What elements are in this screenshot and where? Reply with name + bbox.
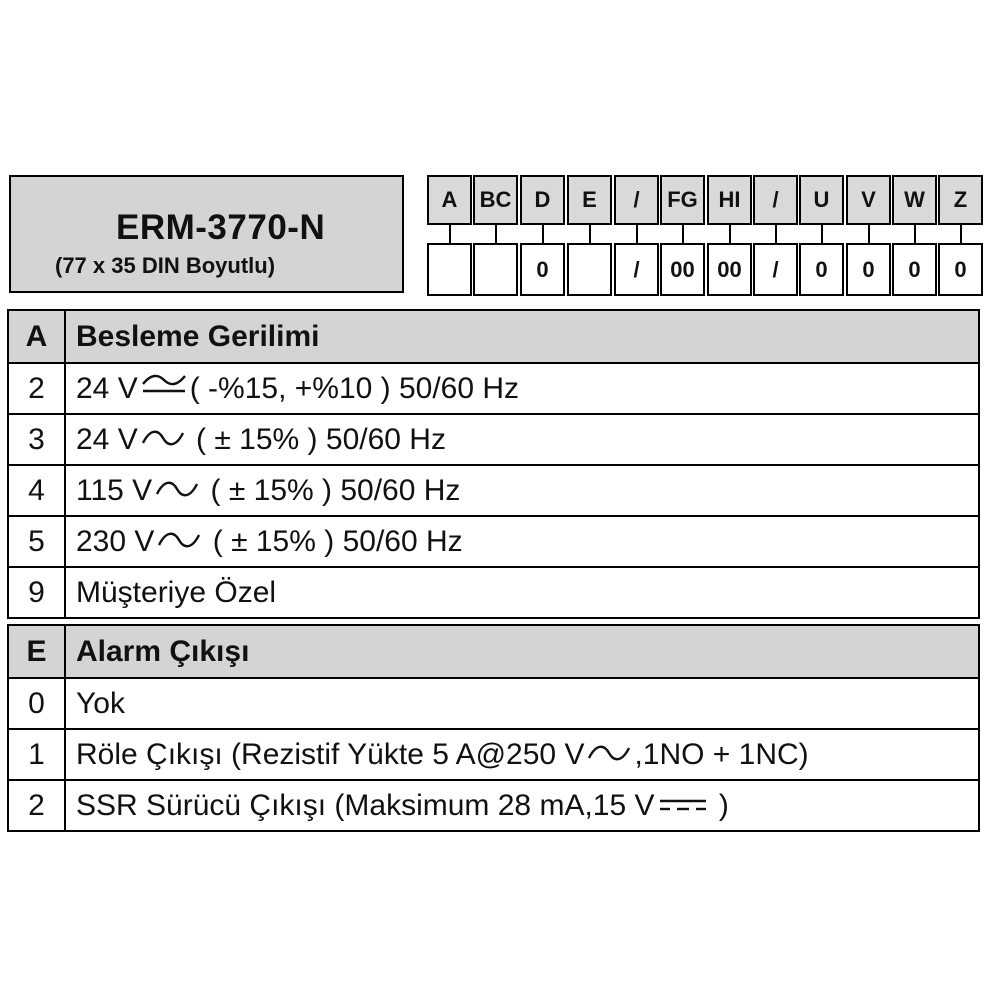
order-code-value <box>427 243 472 296</box>
order-code-connector <box>589 225 591 243</box>
alarm-section-title: Alarm Çıkışı <box>76 634 250 668</box>
alarm-label-prefix: Röle Çıkışı (Rezistif Yükte 5 A@250 V <box>76 737 585 771</box>
order-code-header: D <box>520 175 565 225</box>
supply-row <box>9 515 978 566</box>
order-code-value: 0 <box>892 243 937 296</box>
order-code-value: 00 <box>707 243 752 296</box>
order-code-value: 0 <box>799 243 844 296</box>
alarm-label-prefix: SSR Sürücü Çıkışı (Maksimum 28 mA,15 V <box>76 788 655 822</box>
supply-code: 2 <box>9 364 66 413</box>
order-code-header: / <box>614 175 659 225</box>
supply-description <box>66 364 978 413</box>
supply-label-suffix: ( ± 15% ) 50/60 Hz <box>202 473 461 507</box>
supply-label-suffix: ( ± 15% ) 50/60 Hz <box>204 524 463 558</box>
supply-description <box>66 415 978 464</box>
order-code-connector <box>775 225 777 243</box>
alarm-table-header <box>9 626 978 677</box>
supply-row <box>9 362 978 413</box>
supply-description <box>66 517 978 566</box>
order-code-header: U <box>799 175 844 225</box>
supply-code: 9 <box>9 568 66 617</box>
order-code-value <box>567 243 612 296</box>
supply-label-prefix: 115 V <box>76 473 153 507</box>
order-code-value: 0 <box>520 243 565 296</box>
supply-table-header <box>9 311 978 362</box>
supply-row <box>9 566 978 617</box>
alarm-row <box>9 728 978 779</box>
order-code-connector <box>542 225 544 243</box>
alarm-label-prefix: Yok <box>76 686 125 720</box>
order-code-value <box>473 243 518 296</box>
ac-icon <box>586 738 632 772</box>
supply-code: 5 <box>9 517 66 566</box>
order-code-connector <box>449 225 451 243</box>
supply-row <box>9 413 978 464</box>
alarm-description <box>66 679 978 728</box>
order-code-value: 0 <box>846 243 891 296</box>
alarm-code: 2 <box>9 781 66 830</box>
ac-icon <box>154 474 200 508</box>
alarm-label-suffix: ) <box>710 788 729 822</box>
supply-code: 4 <box>9 466 66 515</box>
order-code-connector <box>868 225 870 243</box>
order-code-connector <box>960 225 962 243</box>
alarm-output-table <box>7 624 980 832</box>
order-code-grid <box>427 175 983 296</box>
model-name: ERM-3770-N <box>116 208 326 247</box>
order-code-header: / <box>753 175 798 225</box>
order-code-connector <box>914 225 916 243</box>
supply-section-code: A <box>9 311 66 362</box>
supply-code: 3 <box>9 415 66 464</box>
order-code-value: 0 <box>938 243 983 296</box>
order-code-connector <box>821 225 823 243</box>
alarm-code: 1 <box>9 730 66 779</box>
order-code-header: E <box>567 175 612 225</box>
order-code-value: / <box>614 243 659 296</box>
supply-description <box>66 568 978 617</box>
alarm-label-suffix: ,1NO + 1NC) <box>634 737 809 771</box>
model-size: (77 x 35 DIN Boyutlu) <box>55 253 276 278</box>
order-code-header: A <box>427 175 472 225</box>
order-code-connector <box>636 225 638 243</box>
supply-voltage-table <box>7 309 980 619</box>
alarm-description <box>66 730 978 779</box>
supply-section-title: Besleme Gerilimi <box>76 319 320 353</box>
alarm-row <box>9 779 978 830</box>
supply-label-prefix: 24 V <box>76 371 138 405</box>
supply-label-suffix: ( ± 15% ) 50/60 Hz <box>187 422 446 456</box>
order-code-connector <box>682 225 684 243</box>
order-code-connector <box>495 225 497 243</box>
alarm-description <box>66 781 978 830</box>
alarm-row <box>9 677 978 728</box>
alarm-section-code: E <box>9 626 66 677</box>
dc-icon <box>657 789 709 823</box>
order-code-header: HI <box>707 175 752 225</box>
order-code-header: Z <box>938 175 983 225</box>
alarm-code: 0 <box>9 679 66 728</box>
supply-label-suffix: ( -%15, +%10 ) 50/60 Hz <box>189 371 520 405</box>
model-title-box <box>9 175 404 293</box>
supply-label-prefix: Müşteriye Özel <box>76 575 277 609</box>
supply-description <box>66 466 978 515</box>
supply-label-prefix: 24 V <box>76 422 138 456</box>
ac-dc-icon <box>140 372 188 406</box>
ac-icon <box>140 423 186 457</box>
order-code-header: V <box>846 175 891 225</box>
order-code-connector <box>729 225 731 243</box>
order-code-header: BC <box>473 175 518 225</box>
order-code-header: W <box>892 175 937 225</box>
order-code-value: / <box>753 243 798 296</box>
order-code-value: 00 <box>660 243 705 296</box>
ac-icon <box>156 525 202 559</box>
order-code-header: FG <box>660 175 705 225</box>
supply-row <box>9 464 978 515</box>
supply-label-prefix: 230 V <box>76 524 155 558</box>
